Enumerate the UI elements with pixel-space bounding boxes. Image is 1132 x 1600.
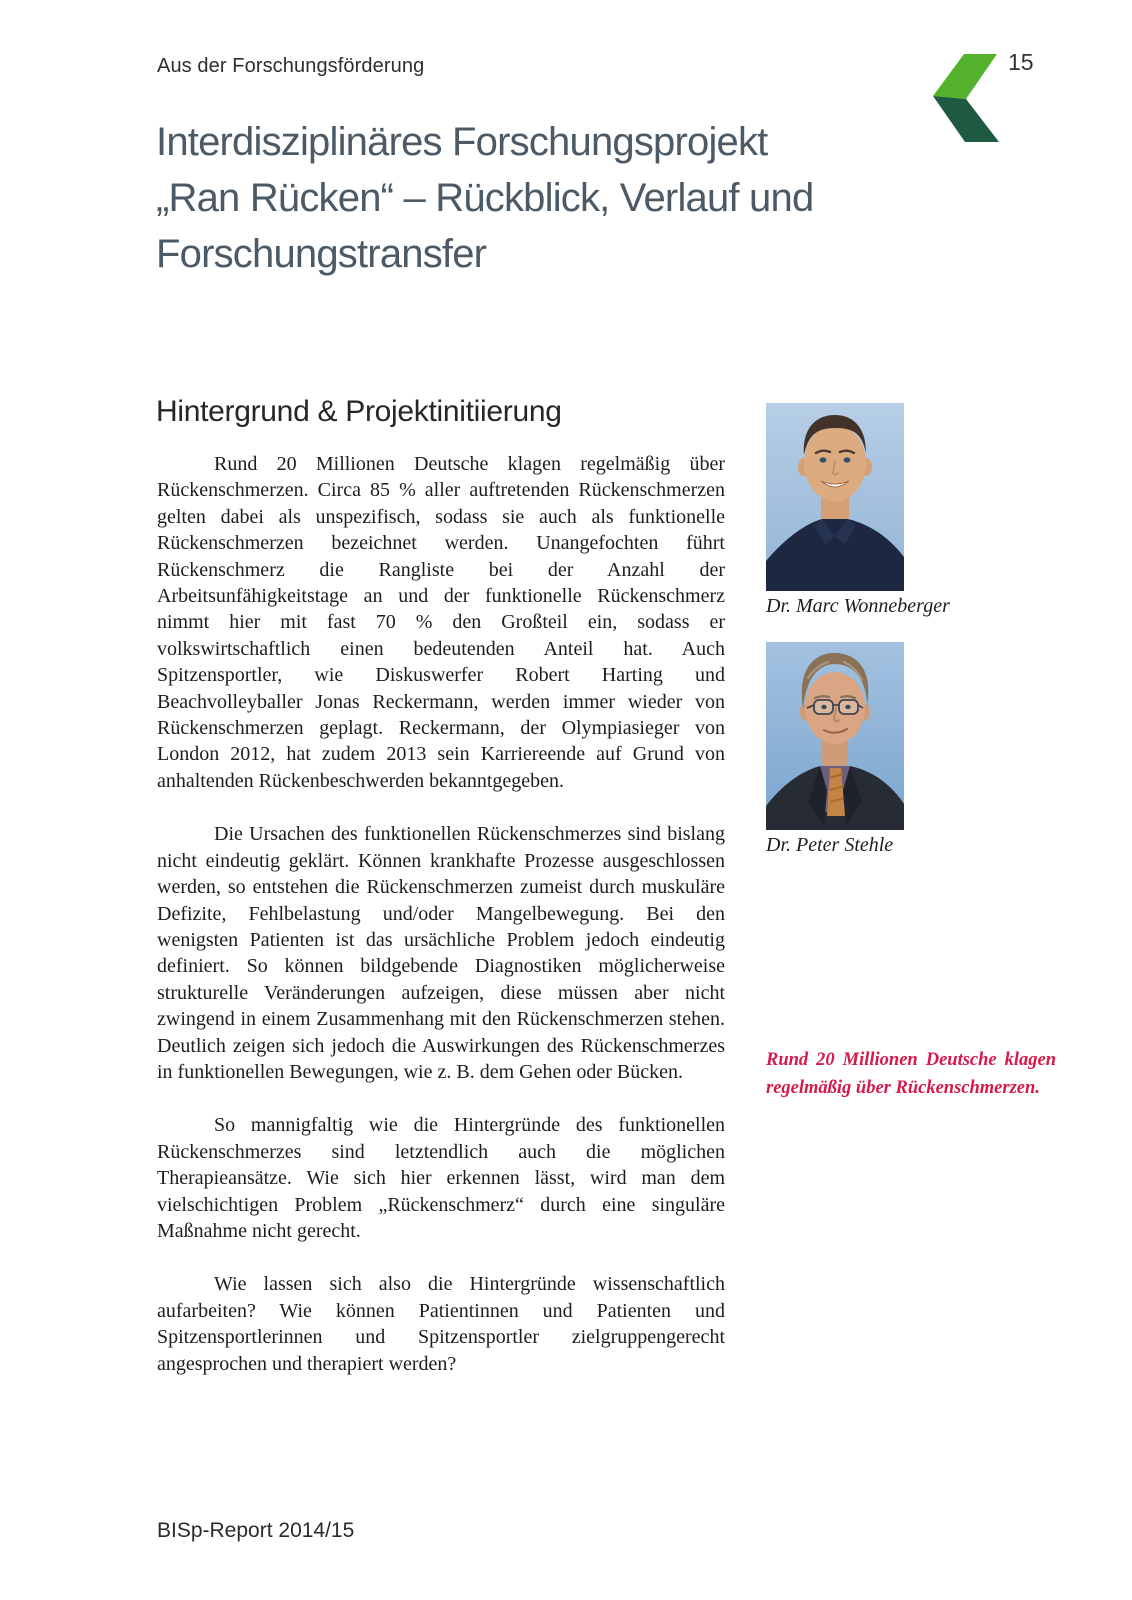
eye-right [845, 705, 851, 709]
photo-caption-marc-wonneberger: Dr. Marc Wonneberger [766, 595, 950, 617]
portrait-photo-2-illustration [766, 642, 904, 830]
article-title-line-2: „Ran Rücken“ – Rückblick, Verlauf und [156, 176, 814, 220]
paragraph-2: Die Ursachen des funktionellen Rückenschmerzes sind bislang nicht eindeutig geklärt. Können krankhafte Prozesse ausgeschlossen werden, so entstehen die Rückenschmerzen zumeist durch muskuläre Defizite, Fehlbelastung und/oder Mangelbewegung. Bei den wenigsten Patienten ist das ursächliche Problem jedoch eindeutig definiert. So können bildgebende Diagnostiken möglicherweise strukturelle Veränderungen aufzeigen, diese müssen aber nicht zwingend in einem Zusammenhang mit den Rückenschmerzen stehen. Deutlich zeigen sich jedoch die Auswirkungen des Rückenschmerzes in funktionellen Bewegungen, wie z. B. dem Gehen oder Bücken. [157, 823, 725, 1083]
photo-caption-peter-stehle: Dr. Peter Stehle [766, 834, 894, 856]
portrait-photo-1-illustration [766, 403, 904, 591]
paragraph-4: Wie lassen sich also die Hintergründe wissenschaftlich aufarbeiten? Wie können Patientinnen und Patienten und Spitzensportlerinnen und Spitzensportler zielgruppengerecht angesprochen und therapiert werden? [157, 1273, 725, 1375]
section-kicker: Aus der Forschungsförderung [157, 55, 425, 77]
paragraph-1: Rund 20 Millionen Deutsche klagen regelmäßig über Rückenschmerzen. Circa 85 % aller auftretenden Rückenschmerzen gelten dabei als unspezifisch, sodass sie auch als funktionelle Rückenschmerzen bezeichnet werden. Unangefochten führt Rückenschmerz die Rangliste bei der Anzahl der Arbeitsunfähigkeitstage an und der funktionelle Rückenschmerz nimmt hier mit fast 70 % den Großteil ein, sodass er volkswirtschaftlich einen bedeutenden Anteil hat. Auch Spitzensportler, wie Diskuswerfer Robert Harting und Beachvolleyballer Jonas Reckermann, werden immer wieder von Rückenschmerzen geplagt. Reckermann, der Olympiasieger von London 2012, hat zudem 2013 sein Karriereende auf Grund von anhaltenden Rückenbeschwerden bekanntgegeben. [157, 453, 725, 792]
portrait-photo-marc-wonneberger [766, 403, 904, 591]
page-footer: BISp-Report 2014/15 [157, 1519, 355, 1542]
eye-left [821, 705, 827, 709]
eye-left [820, 457, 827, 462]
article-title [156, 114, 813, 282]
paragraph-3: So mannigfaltig wie die Hintergründe des funktionellen Rückenschmerzes sind letztendlich auch die möglichen Therapieansätze. Wie sich hier erkennen lässt, wird man dem vielschichtigen Problem „Rückenschmerz“ durch eine singuläre Maßnahme nicht gerecht. [157, 1114, 725, 1242]
article-body [157, 451, 725, 1377]
logo-bottom-arm [933, 96, 999, 142]
article-title-line-3: Forschungstransfer [156, 232, 487, 276]
logo-top-arm [933, 54, 997, 99]
section-heading: Hintergrund & Projektinitiierung [156, 395, 562, 428]
article-title-line-1: Interdisziplinäres Forschungsprojekt [156, 120, 768, 164]
pull-quote: Rund 20 Millionen Deutsche klagen regelmäßig über Rückenschmerzen. [766, 1050, 1056, 1098]
eye-right [844, 457, 851, 462]
page-number: 15 [1008, 49, 1034, 75]
portrait-photo-peter-stehle [766, 642, 904, 830]
bisp-chevron-left-logo-icon [933, 54, 1001, 142]
